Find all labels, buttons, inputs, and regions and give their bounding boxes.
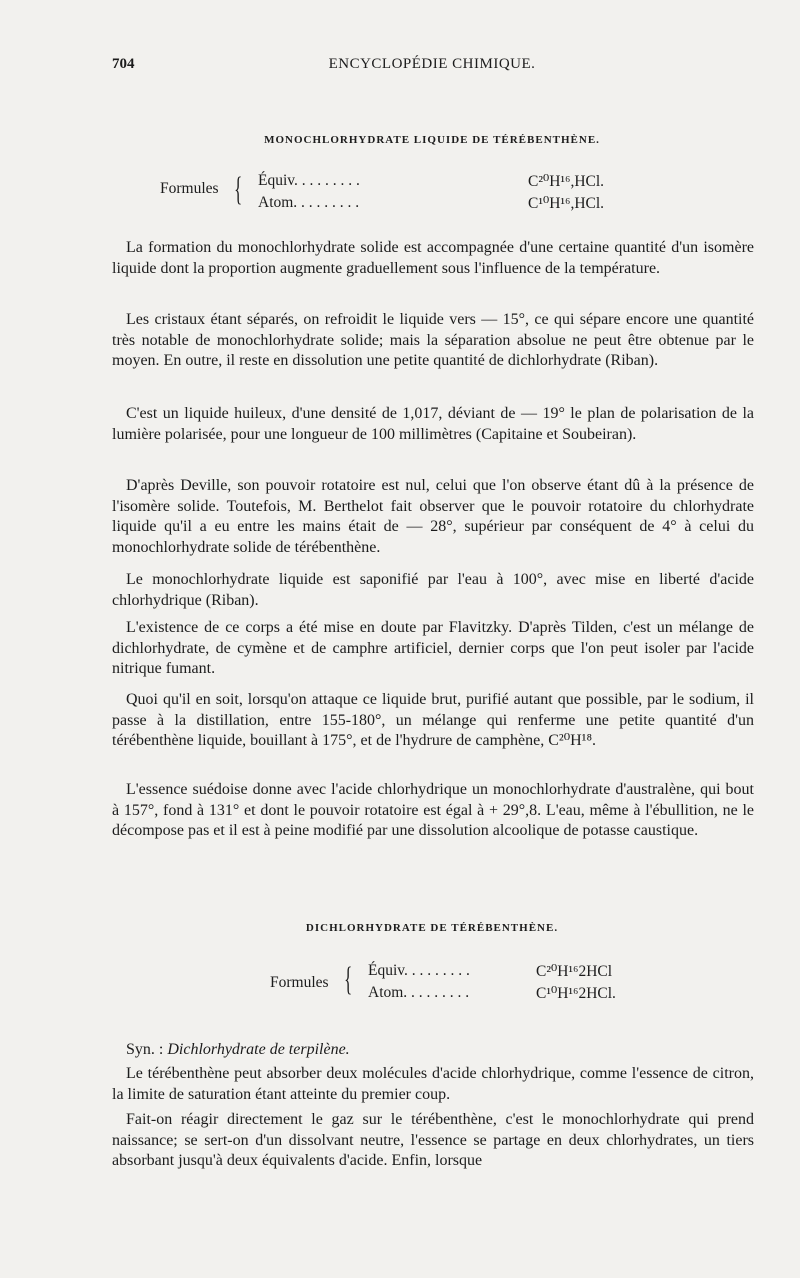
section-title-dichlorhydrate: DICHLORHYDRATE DE TÉRÉBENTHÈNE.: [305, 922, 559, 934]
formula-equiv-key: Équiv. . . . . . . . .: [368, 962, 470, 979]
brace-symbol: {: [344, 961, 353, 998]
paragraph: Les cristaux étant séparés, on refroidit le liquide vers — 15°, ce qui sépare encore une quantité très notable de monochlorhydrate solide; mais la séparation absolue ne peut être obtenue par le moyen. En outre, il reste en dissolution une petite quantité de dichlorhydrate (Riban).: [112, 311, 754, 370]
formula-label: Formules: [270, 974, 329, 991]
formula-equiv-row: [258, 172, 605, 192]
running-title: ENCYCLOPÉDIE CHIMIQUE.: [328, 56, 536, 72]
synonym-label: Syn. :: [126, 1041, 164, 1058]
paragraph: L'essence suédoise donne avec l'acide chlorhydrique un monochlorhydrate d'australène, qui bout à 157°, fond à 131° et dont le pouvoir rotatoire est égal à + 29°,8. L'eau, même à l'ébullition, ne le décompose pas et il est à peine modifié par une dissolution alcoolique de potasse caustique.: [112, 781, 754, 840]
formula-atom-key: Atom. . . . . . . . .: [368, 984, 470, 1001]
paragraph: Quoi qu'il en soit, lorsqu'on attaque ce liquide brut, purifié autant que possible, par le sodium, il passe à la distillation, entre 155-180°, un mélange qui renferme une petite quantité d'un térébenthène liquide, bouillant à 175°, et de l'hydrure de camphène, C²⁰H¹⁸.: [112, 691, 754, 750]
formula-block-monochlorhydrate: [160, 170, 720, 214]
formula-atom-row: [258, 194, 605, 214]
paragraph: Le térébenthène peut absorber deux molécules d'acide chlorhydrique, comme l'essence de citron, la limite de saturation étant atteinte du premier coup.: [112, 1065, 754, 1103]
formula-equiv-value: C²⁰H¹⁶2HCl: [536, 963, 613, 980]
paragraph: Fait-on réagir directement le gaz sur le térébenthène, c'est le monochlorhydrate qui prend naissance; se sert-on d'un dissolvant neutre, l'essence se partage en deux chlorhydrates, un tiers absorbant jusqu'à deux équivalents d'acide. Enfin, lorsque: [112, 1111, 754, 1170]
synonym-value: Dichlorhydrate de terpilène.: [167, 1041, 350, 1058]
brace-symbol: {: [234, 171, 243, 208]
formula-equiv-key: Équiv. . . . . . . . .: [258, 172, 360, 189]
synonym-line: [112, 1040, 754, 1061]
paragraph: Le monochlorhydrate liquide est saponifié par l'eau à 100°, avec mise en liberté d'acide chlorhydrique (Riban).: [112, 571, 754, 609]
formula-atom-value: C¹⁰H¹⁶2HCl.: [536, 985, 616, 1002]
formula-atom-value: C¹⁰H¹⁶,HCl.: [528, 195, 605, 212]
formula-equiv-row: [368, 962, 708, 982]
formula-label: Formules: [160, 180, 219, 197]
page-header: [112, 56, 752, 80]
formula-atom-key: Atom. . . . . . . . .: [258, 194, 360, 211]
paragraph: La formation du monochlorhydrate solide est accompagnée d'une certaine quantité d'un isomère liquide dont la proportion augmente graduellement sous l'influence de la température.: [112, 239, 754, 277]
page-number: 704: [112, 56, 135, 72]
formula-equiv-value: C²⁰H¹⁶,HCl.: [528, 173, 605, 190]
section-title-monochlorhydrate: MONOCHLORHYDRATE LIQUIDE DE TÉRÉBENTHÈNE.: [264, 134, 600, 146]
formula-block-dichlorhydrate: [160, 960, 720, 1004]
formula-atom-row: [368, 984, 708, 1004]
paragraph: C'est un liquide huileux, d'une densité de 1,017, déviant de — 19° le plan de polarisation de la lumière polarisée, pour une longueur de 100 millimètres (Capitaine et Soubeiran).: [112, 405, 754, 443]
paragraph: L'existence de ce corps a été mise en doute par Flavitzky. D'après Tilden, c'est un mélange de dichlorhydrate, de cymène et de camphre artificiel, dernier corps que l'on peut isoler par l'acide nitrique fumant.: [112, 619, 754, 678]
paragraph: D'après Deville, son pouvoir rotatoire est nul, celui que l'on observe étant dû à la présence de l'isomère solide. Toutefois, M. Berthelot fait observer que le pouvoir rotatoire du chlorhydrate liquide qu'il a eu entre les mains était de — 28°, supérieur par conséquent de 4° à celui du monochlorhydrate solide de térébenthène.: [112, 477, 754, 557]
